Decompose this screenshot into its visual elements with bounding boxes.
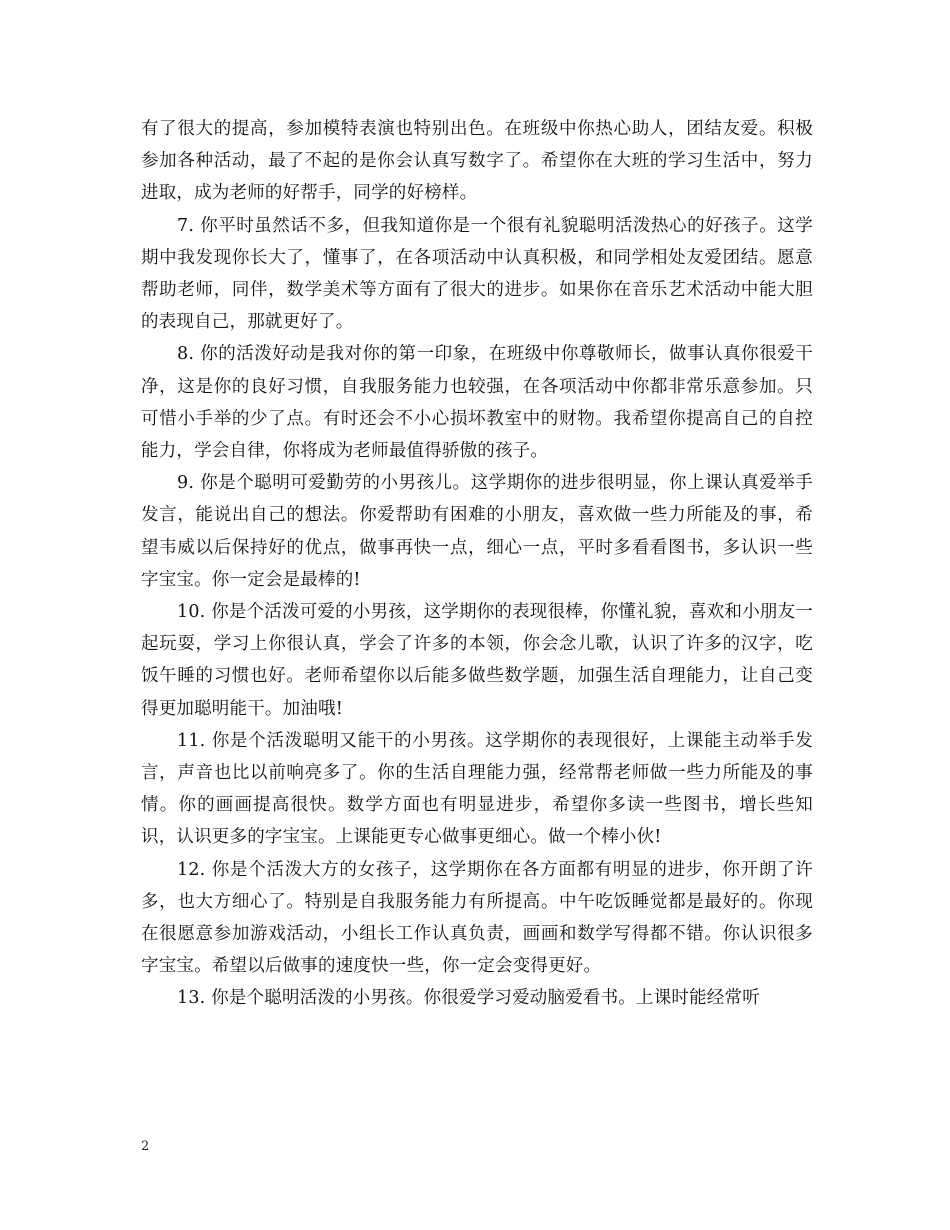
paragraph-item-7: 7. 你平时虽然话不多，但我知道你是一个很有礼貌聪明活泼热心的好孩子。这学期中我发现你长大了，懂事了，在各项活动中认真积极，和同学相处友爱团结。愿意帮助老师，同伴，数学美术等方面有了很大的进步。如果你在音乐艺术活动中能大胆的表现自己，那就更好了。: [141, 215, 813, 333]
page-body: [141, 113, 813, 1015]
paragraph-item-12: 12. 你是个活泼大方的女孩子，这学期你在各方面都有明显的进步，你开朗了许多，也大方细心了。特别是自我服务能力有所提高。中午吃饭睡觉都是最好的。你现在很愿意参加游戏活动，小组长工作认真负责，画画和数学写得都不错。你认识很多字宝宝。希望以后做事的速度快一些，你一定会变得更好。: [141, 859, 813, 977]
paragraph-item-8: 8. 你的活泼好动是我对你的第一印象，在班级中你尊敬师长，做事认真你很爱干净，这是你的良好习惯，自我服务能力也较强，在各项活动中你都非常乐意参加。只可惜小手举的少了点。有时还会不小心损坏教室中的财物。我希望你提高自己的自控能力，学会自律，你将成为老师最值得骄傲的孩子。: [141, 344, 813, 462]
paragraph-item-9: 9. 你是个聪明可爱勤劳的小男孩儿。这学期你的进步很明显，你上课认真爱举手发言，能说出自己的想法。你爱帮助有困难的小朋友，喜欢做一些力所能及的事，希望韦威以后保持好的优点，做事再快一点，细心一点，平时多看看图书，多认识一些字宝宝。你一定会是最棒的!: [141, 473, 813, 590]
paragraph-item-10: 10. 你是个活泼可爱的小男孩，这学期你的表现很棒，你懂礼貌，喜欢和小朋友一起玩耍，学习上你很认真，学会了许多的本领，你会念儿歌，认识了许多的汉字，吃饭午睡的习惯也好。老师希望你以后能多做些数学题，加强生活自理能力，让自己变得更加聪明能干。加油哦!: [141, 602, 813, 719]
paragraph-item-11: 11. 你是个活泼聪明又能干的小男孩。这学期你的表现很好，上课能主动举手发言，声音也比以前响亮多了。你的生活自理能力强，经常帮老师做一些力所能及的事情。你的画画提高很快。数学方面也有明显进步，希望你多读一些图书，增长些知识，认识更多的字宝宝。上课能更专心做事更细心。做一个棒小伙!: [141, 730, 813, 848]
page-number: 2: [141, 1139, 150, 1154]
paragraph-continuation: 有了很大的提高，参加模特表演也特别出色。在班级中你热心助人，团结友爱。积极参加各种活动，最了不起的是你会认真写数字了。希望你在大班的学习生活中，努力进取，成为老师的好帮手，同学的好榜样。: [141, 119, 813, 204]
paragraph-item-13: 13. 你是个聪明活泼的小男孩。你很爱学习爱动脑爱看书。上课时能经常听: [177, 988, 760, 1009]
